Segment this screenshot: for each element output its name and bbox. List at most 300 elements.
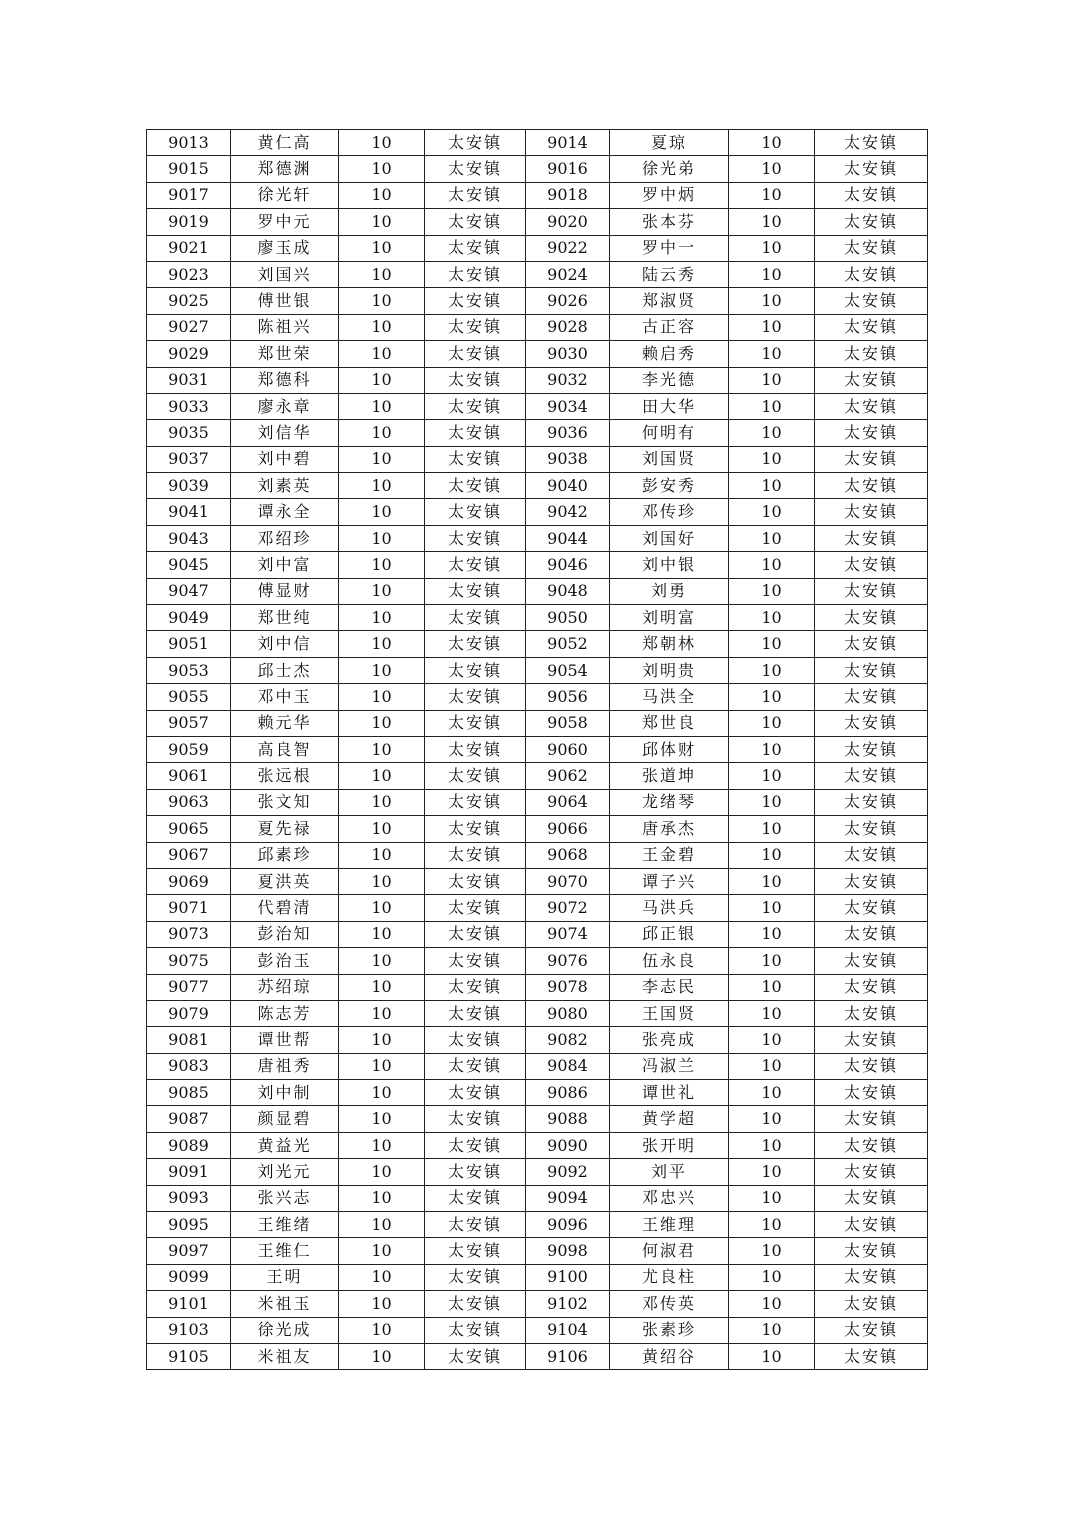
town-cell: 太安镇 bbox=[425, 473, 526, 499]
id-cell: 9016 bbox=[526, 156, 610, 182]
id-cell: 9039 bbox=[147, 473, 231, 499]
town-cell: 太安镇 bbox=[425, 1053, 526, 1079]
table-row bbox=[147, 736, 928, 762]
name-cell: 徐光弟 bbox=[610, 156, 729, 182]
id-cell: 9036 bbox=[526, 420, 610, 446]
id-cell: 9030 bbox=[526, 341, 610, 367]
table-row bbox=[147, 314, 928, 340]
table-row bbox=[147, 1159, 928, 1185]
amount-cell: 10 bbox=[729, 578, 815, 604]
amount-cell: 10 bbox=[339, 420, 425, 446]
id-cell: 9038 bbox=[526, 446, 610, 472]
amount-cell: 10 bbox=[729, 763, 815, 789]
id-cell: 9041 bbox=[147, 499, 231, 525]
amount-cell: 10 bbox=[729, 130, 815, 156]
table-row bbox=[147, 1000, 928, 1026]
town-cell: 太安镇 bbox=[425, 1080, 526, 1106]
name-cell: 米祖玉 bbox=[231, 1291, 339, 1317]
town-cell: 太安镇 bbox=[425, 948, 526, 974]
name-cell: 邓忠兴 bbox=[610, 1185, 729, 1211]
table-row bbox=[147, 1132, 928, 1158]
amount-cell: 10 bbox=[339, 710, 425, 736]
town-cell: 太安镇 bbox=[815, 261, 928, 287]
amount-cell: 10 bbox=[339, 868, 425, 894]
name-cell: 邓中玉 bbox=[231, 684, 339, 710]
town-cell: 太安镇 bbox=[425, 288, 526, 314]
name-cell: 郑德渊 bbox=[231, 156, 339, 182]
amount-cell: 10 bbox=[339, 1264, 425, 1290]
name-cell: 伍永良 bbox=[610, 948, 729, 974]
id-cell: 9024 bbox=[526, 261, 610, 287]
amount-cell: 10 bbox=[339, 1159, 425, 1185]
id-cell: 9058 bbox=[526, 710, 610, 736]
town-cell: 太安镇 bbox=[425, 499, 526, 525]
id-cell: 9040 bbox=[526, 473, 610, 499]
amount-cell: 10 bbox=[729, 499, 815, 525]
table-row bbox=[147, 1053, 928, 1079]
amount-cell: 10 bbox=[339, 499, 425, 525]
table-row bbox=[147, 182, 928, 208]
amount-cell: 10 bbox=[339, 552, 425, 578]
table-row bbox=[147, 710, 928, 736]
id-cell: 9064 bbox=[526, 789, 610, 815]
table-row bbox=[147, 789, 928, 815]
amount-cell: 10 bbox=[729, 235, 815, 261]
name-cell: 高良智 bbox=[231, 736, 339, 762]
name-cell: 谭子兴 bbox=[610, 868, 729, 894]
id-cell: 9020 bbox=[526, 209, 610, 235]
name-cell: 张兴志 bbox=[231, 1185, 339, 1211]
id-cell: 9053 bbox=[147, 657, 231, 683]
id-cell: 9093 bbox=[147, 1185, 231, 1211]
amount-cell: 10 bbox=[339, 1291, 425, 1317]
town-cell: 太安镇 bbox=[425, 156, 526, 182]
amount-cell: 10 bbox=[729, 1317, 815, 1343]
id-cell: 9091 bbox=[147, 1159, 231, 1185]
amount-cell: 10 bbox=[339, 816, 425, 842]
name-cell: 刘国好 bbox=[610, 525, 729, 551]
name-cell: 陈祖兴 bbox=[231, 314, 339, 340]
amount-cell: 10 bbox=[339, 1053, 425, 1079]
id-cell: 9018 bbox=[526, 182, 610, 208]
town-cell: 太安镇 bbox=[815, 1238, 928, 1264]
name-cell: 王维理 bbox=[610, 1212, 729, 1238]
id-cell: 9073 bbox=[147, 921, 231, 947]
amount-cell: 10 bbox=[729, 525, 815, 551]
id-cell: 9046 bbox=[526, 552, 610, 578]
town-cell: 太安镇 bbox=[425, 763, 526, 789]
town-cell: 太安镇 bbox=[815, 1132, 928, 1158]
name-cell: 罗中一 bbox=[610, 235, 729, 261]
amount-cell: 10 bbox=[339, 314, 425, 340]
id-cell: 9066 bbox=[526, 816, 610, 842]
name-cell: 古正容 bbox=[610, 314, 729, 340]
id-cell: 9017 bbox=[147, 182, 231, 208]
name-cell: 廖永章 bbox=[231, 393, 339, 419]
town-cell: 太安镇 bbox=[815, 1159, 928, 1185]
table-row bbox=[147, 473, 928, 499]
id-cell: 9049 bbox=[147, 605, 231, 631]
table-row bbox=[147, 868, 928, 894]
name-cell: 张远根 bbox=[231, 763, 339, 789]
amount-cell: 10 bbox=[729, 209, 815, 235]
town-cell: 太安镇 bbox=[425, 1027, 526, 1053]
town-cell: 太安镇 bbox=[815, 1212, 928, 1238]
table-row bbox=[147, 420, 928, 446]
id-cell: 9065 bbox=[147, 816, 231, 842]
table-row bbox=[147, 1185, 928, 1211]
town-cell: 太安镇 bbox=[425, 1212, 526, 1238]
id-cell: 9083 bbox=[147, 1053, 231, 1079]
amount-cell: 10 bbox=[339, 393, 425, 419]
town-cell: 太安镇 bbox=[425, 209, 526, 235]
amount-cell: 10 bbox=[339, 1027, 425, 1053]
id-cell: 9062 bbox=[526, 763, 610, 789]
name-cell: 米祖友 bbox=[231, 1343, 339, 1369]
amount-cell: 10 bbox=[339, 1343, 425, 1369]
town-cell: 太安镇 bbox=[815, 684, 928, 710]
town-cell: 太安镇 bbox=[425, 631, 526, 657]
amount-cell: 10 bbox=[339, 948, 425, 974]
town-cell: 太安镇 bbox=[815, 1291, 928, 1317]
id-cell: 9086 bbox=[526, 1080, 610, 1106]
table-row bbox=[147, 1291, 928, 1317]
amount-cell: 10 bbox=[339, 631, 425, 657]
town-cell: 太安镇 bbox=[815, 842, 928, 868]
name-cell: 王明 bbox=[231, 1264, 339, 1290]
town-cell: 太安镇 bbox=[815, 1264, 928, 1290]
amount-cell: 10 bbox=[339, 1000, 425, 1026]
name-cell: 苏绍琼 bbox=[231, 974, 339, 1000]
town-cell: 太安镇 bbox=[815, 605, 928, 631]
name-cell: 马洪兵 bbox=[610, 895, 729, 921]
amount-cell: 10 bbox=[729, 1132, 815, 1158]
name-cell: 徐光轩 bbox=[231, 182, 339, 208]
amount-cell: 10 bbox=[729, 420, 815, 446]
amount-cell: 10 bbox=[339, 657, 425, 683]
table-row bbox=[147, 1238, 928, 1264]
amount-cell: 10 bbox=[729, 1238, 815, 1264]
town-cell: 太安镇 bbox=[425, 868, 526, 894]
table-row bbox=[147, 156, 928, 182]
name-cell: 廖玉成 bbox=[231, 235, 339, 261]
amount-cell: 10 bbox=[729, 393, 815, 419]
town-cell: 太安镇 bbox=[815, 578, 928, 604]
town-cell: 太安镇 bbox=[815, 657, 928, 683]
id-cell: 9019 bbox=[147, 209, 231, 235]
id-cell: 9075 bbox=[147, 948, 231, 974]
amount-cell: 10 bbox=[339, 473, 425, 499]
amount-cell: 10 bbox=[339, 130, 425, 156]
town-cell: 太安镇 bbox=[815, 974, 928, 1000]
id-cell: 9067 bbox=[147, 842, 231, 868]
name-cell: 代碧清 bbox=[231, 895, 339, 921]
amount-cell: 10 bbox=[729, 1212, 815, 1238]
id-cell: 9089 bbox=[147, 1132, 231, 1158]
id-cell: 9035 bbox=[147, 420, 231, 446]
name-cell: 张道坤 bbox=[610, 763, 729, 789]
name-cell: 邱体财 bbox=[610, 736, 729, 762]
name-cell: 唐祖秀 bbox=[231, 1053, 339, 1079]
name-cell: 刘中信 bbox=[231, 631, 339, 657]
id-cell: 9032 bbox=[526, 367, 610, 393]
name-cell: 刘明贵 bbox=[610, 657, 729, 683]
table-row bbox=[147, 209, 928, 235]
id-cell: 9063 bbox=[147, 789, 231, 815]
town-cell: 太安镇 bbox=[815, 1106, 928, 1132]
table-row bbox=[147, 499, 928, 525]
town-cell: 太安镇 bbox=[425, 393, 526, 419]
town-cell: 太安镇 bbox=[425, 605, 526, 631]
name-cell: 刘国贤 bbox=[610, 446, 729, 472]
town-cell: 太安镇 bbox=[815, 288, 928, 314]
id-cell: 9022 bbox=[526, 235, 610, 261]
amount-cell: 10 bbox=[339, 1317, 425, 1343]
town-cell: 太安镇 bbox=[425, 446, 526, 472]
amount-cell: 10 bbox=[339, 763, 425, 789]
name-cell: 彭安秀 bbox=[610, 473, 729, 499]
amount-cell: 10 bbox=[339, 1238, 425, 1264]
town-cell: 太安镇 bbox=[815, 1053, 928, 1079]
name-cell: 傅显财 bbox=[231, 578, 339, 604]
town-cell: 太安镇 bbox=[425, 1343, 526, 1369]
town-cell: 太安镇 bbox=[815, 156, 928, 182]
id-cell: 9047 bbox=[147, 578, 231, 604]
amount-cell: 10 bbox=[339, 1080, 425, 1106]
name-cell: 张本芬 bbox=[610, 209, 729, 235]
name-cell: 彭治玉 bbox=[231, 948, 339, 974]
amount-cell: 10 bbox=[729, 341, 815, 367]
name-cell: 夏先禄 bbox=[231, 816, 339, 842]
id-cell: 9068 bbox=[526, 842, 610, 868]
id-cell: 9027 bbox=[147, 314, 231, 340]
amount-cell: 10 bbox=[339, 341, 425, 367]
table-row bbox=[147, 341, 928, 367]
name-cell: 邱素珍 bbox=[231, 842, 339, 868]
town-cell: 太安镇 bbox=[815, 473, 928, 499]
amount-cell: 10 bbox=[729, 657, 815, 683]
name-cell: 罗中炳 bbox=[610, 182, 729, 208]
town-cell: 太安镇 bbox=[815, 789, 928, 815]
town-cell: 太安镇 bbox=[425, 367, 526, 393]
name-cell: 何明有 bbox=[610, 420, 729, 446]
id-cell: 9094 bbox=[526, 1185, 610, 1211]
name-cell: 赖元华 bbox=[231, 710, 339, 736]
town-cell: 太安镇 bbox=[815, 1027, 928, 1053]
name-cell: 陆云秀 bbox=[610, 261, 729, 287]
town-cell: 太安镇 bbox=[425, 130, 526, 156]
town-cell: 太安镇 bbox=[425, 578, 526, 604]
town-cell: 太安镇 bbox=[425, 261, 526, 287]
town-cell: 太安镇 bbox=[425, 657, 526, 683]
table-row bbox=[147, 288, 928, 314]
name-cell: 黄仁高 bbox=[231, 130, 339, 156]
id-cell: 9057 bbox=[147, 710, 231, 736]
id-cell: 9070 bbox=[526, 868, 610, 894]
table-row bbox=[147, 1317, 928, 1343]
amount-cell: 10 bbox=[729, 1053, 815, 1079]
id-cell: 9050 bbox=[526, 605, 610, 631]
town-cell: 太安镇 bbox=[425, 895, 526, 921]
amount-cell: 10 bbox=[729, 156, 815, 182]
name-cell: 郑世纯 bbox=[231, 605, 339, 631]
name-cell: 刘明富 bbox=[610, 605, 729, 631]
amount-cell: 10 bbox=[729, 288, 815, 314]
id-cell: 9045 bbox=[147, 552, 231, 578]
amount-cell: 10 bbox=[729, 1000, 815, 1026]
id-cell: 9078 bbox=[526, 974, 610, 1000]
amount-cell: 10 bbox=[729, 314, 815, 340]
table-row bbox=[147, 578, 928, 604]
town-cell: 太安镇 bbox=[425, 1264, 526, 1290]
name-cell: 罗中元 bbox=[231, 209, 339, 235]
table-row bbox=[147, 393, 928, 419]
amount-cell: 10 bbox=[339, 1106, 425, 1132]
town-cell: 太安镇 bbox=[425, 816, 526, 842]
town-cell: 太安镇 bbox=[815, 1343, 928, 1369]
amount-cell: 10 bbox=[339, 684, 425, 710]
id-cell: 9095 bbox=[147, 1212, 231, 1238]
table-row bbox=[147, 1027, 928, 1053]
town-cell: 太安镇 bbox=[815, 130, 928, 156]
table-row bbox=[147, 261, 928, 287]
id-cell: 9052 bbox=[526, 631, 610, 657]
amount-cell: 10 bbox=[339, 895, 425, 921]
id-cell: 9074 bbox=[526, 921, 610, 947]
id-cell: 9104 bbox=[526, 1317, 610, 1343]
table-row bbox=[147, 130, 928, 156]
id-cell: 9014 bbox=[526, 130, 610, 156]
amount-cell: 10 bbox=[729, 552, 815, 578]
town-cell: 太安镇 bbox=[815, 393, 928, 419]
id-cell: 9044 bbox=[526, 525, 610, 551]
town-cell: 太安镇 bbox=[815, 895, 928, 921]
town-cell: 太安镇 bbox=[425, 525, 526, 551]
id-cell: 9097 bbox=[147, 1238, 231, 1264]
table-row bbox=[147, 684, 928, 710]
id-cell: 9033 bbox=[147, 393, 231, 419]
town-cell: 太安镇 bbox=[425, 1159, 526, 1185]
amount-cell: 10 bbox=[339, 156, 425, 182]
table-row bbox=[147, 446, 928, 472]
name-cell: 龙绪琴 bbox=[610, 789, 729, 815]
amount-cell: 10 bbox=[729, 1027, 815, 1053]
town-cell: 太安镇 bbox=[815, 763, 928, 789]
town-cell: 太安镇 bbox=[815, 182, 928, 208]
table-row bbox=[147, 921, 928, 947]
id-cell: 9085 bbox=[147, 1080, 231, 1106]
amount-cell: 10 bbox=[339, 288, 425, 314]
id-cell: 9082 bbox=[526, 1027, 610, 1053]
town-cell: 太安镇 bbox=[425, 736, 526, 762]
id-cell: 9048 bbox=[526, 578, 610, 604]
town-cell: 太安镇 bbox=[815, 816, 928, 842]
amount-cell: 10 bbox=[729, 684, 815, 710]
id-cell: 9099 bbox=[147, 1264, 231, 1290]
town-cell: 太安镇 bbox=[425, 1238, 526, 1264]
town-cell: 太安镇 bbox=[425, 842, 526, 868]
id-cell: 9025 bbox=[147, 288, 231, 314]
id-cell: 9013 bbox=[147, 130, 231, 156]
amount-cell: 10 bbox=[729, 1185, 815, 1211]
amount-cell: 10 bbox=[729, 1264, 815, 1290]
town-cell: 太安镇 bbox=[815, 948, 928, 974]
name-cell: 徐光成 bbox=[231, 1317, 339, 1343]
town-cell: 太安镇 bbox=[815, 420, 928, 446]
name-cell: 邱正银 bbox=[610, 921, 729, 947]
name-cell: 唐承杰 bbox=[610, 816, 729, 842]
amount-cell: 10 bbox=[729, 948, 815, 974]
name-cell: 李志民 bbox=[610, 974, 729, 1000]
table-row bbox=[147, 525, 928, 551]
name-cell: 刘勇 bbox=[610, 578, 729, 604]
name-cell: 黄学超 bbox=[610, 1106, 729, 1132]
id-cell: 9051 bbox=[147, 631, 231, 657]
amount-cell: 10 bbox=[729, 473, 815, 499]
amount-cell: 10 bbox=[729, 1080, 815, 1106]
table-row bbox=[147, 895, 928, 921]
town-cell: 太安镇 bbox=[815, 1080, 928, 1106]
table-row bbox=[147, 367, 928, 393]
id-cell: 9015 bbox=[147, 156, 231, 182]
amount-cell: 10 bbox=[729, 261, 815, 287]
id-cell: 9029 bbox=[147, 341, 231, 367]
town-cell: 太安镇 bbox=[815, 235, 928, 261]
table-row bbox=[147, 605, 928, 631]
name-cell: 邓传英 bbox=[610, 1291, 729, 1317]
id-cell: 9080 bbox=[526, 1000, 610, 1026]
name-cell: 李光德 bbox=[610, 367, 729, 393]
id-cell: 9077 bbox=[147, 974, 231, 1000]
name-cell: 刘平 bbox=[610, 1159, 729, 1185]
name-cell: 刘中银 bbox=[610, 552, 729, 578]
town-cell: 太安镇 bbox=[815, 552, 928, 578]
name-cell: 傅世银 bbox=[231, 288, 339, 314]
town-cell: 太安镇 bbox=[425, 1132, 526, 1158]
name-cell: 刘国兴 bbox=[231, 261, 339, 287]
table-row bbox=[147, 1106, 928, 1132]
id-cell: 9101 bbox=[147, 1291, 231, 1317]
name-cell: 刘中碧 bbox=[231, 446, 339, 472]
table-row bbox=[147, 235, 928, 261]
roster-table bbox=[146, 129, 928, 1370]
town-cell: 太安镇 bbox=[815, 1185, 928, 1211]
id-cell: 9056 bbox=[526, 684, 610, 710]
name-cell: 张开明 bbox=[610, 1132, 729, 1158]
amount-cell: 10 bbox=[339, 842, 425, 868]
town-cell: 太安镇 bbox=[425, 235, 526, 261]
id-cell: 9059 bbox=[147, 736, 231, 762]
table-row bbox=[147, 1343, 928, 1369]
name-cell: 谭世帮 bbox=[231, 1027, 339, 1053]
amount-cell: 10 bbox=[729, 1106, 815, 1132]
name-cell: 郑淑贤 bbox=[610, 288, 729, 314]
amount-cell: 10 bbox=[729, 710, 815, 736]
id-cell: 9081 bbox=[147, 1027, 231, 1053]
table-row bbox=[147, 763, 928, 789]
table-row bbox=[147, 657, 928, 683]
id-cell: 9055 bbox=[147, 684, 231, 710]
name-cell: 王金碧 bbox=[610, 842, 729, 868]
name-cell: 张文知 bbox=[231, 789, 339, 815]
name-cell: 赖启秀 bbox=[610, 341, 729, 367]
id-cell: 9096 bbox=[526, 1212, 610, 1238]
table-row bbox=[147, 1264, 928, 1290]
town-cell: 太安镇 bbox=[815, 446, 928, 472]
town-cell: 太安镇 bbox=[425, 182, 526, 208]
amount-cell: 10 bbox=[339, 209, 425, 235]
name-cell: 刘中制 bbox=[231, 1080, 339, 1106]
